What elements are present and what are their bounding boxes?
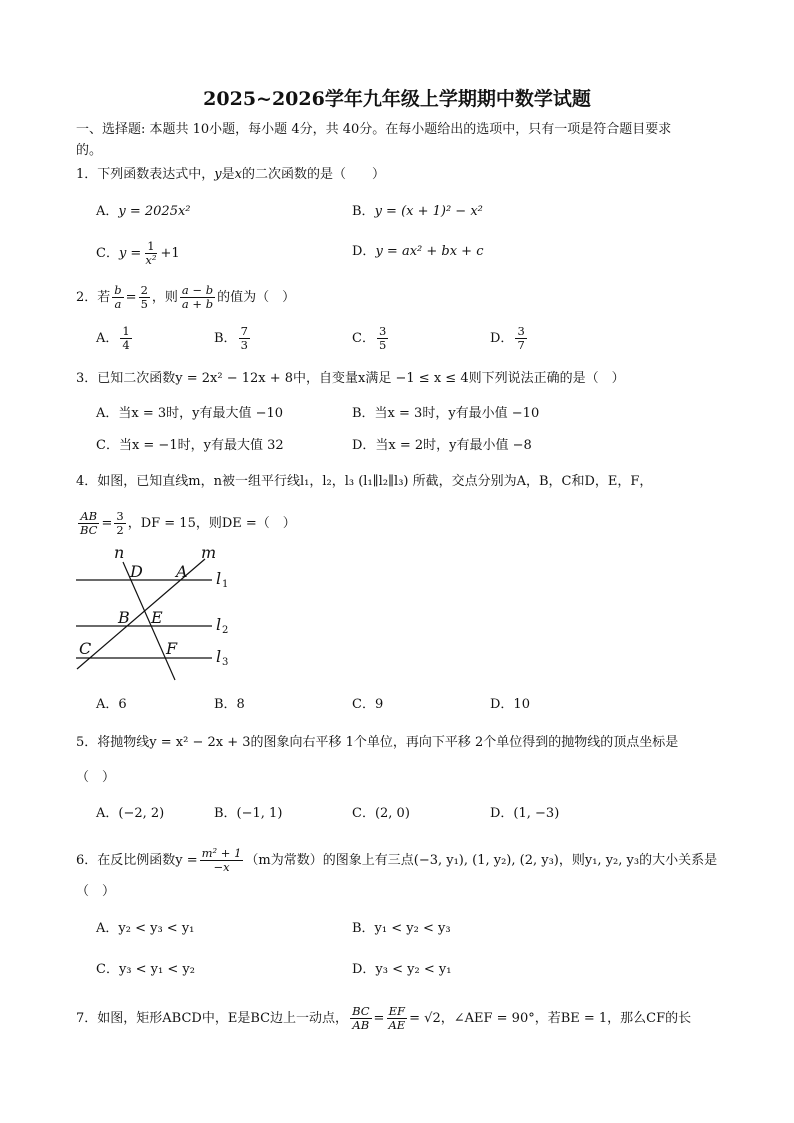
q2-option-d-label: D． xyxy=(490,331,514,346)
fraction-denominator: 5 xyxy=(378,338,387,352)
q4-fraction-ab-over-bc xyxy=(78,510,99,537)
q2-text-a: 2．若 xyxy=(76,290,111,305)
fraction-numerator: a − b xyxy=(181,283,214,297)
q2-option-c-label: C． xyxy=(352,331,375,346)
label-b: B xyxy=(118,608,130,627)
q6-option-d[interactable]: D．y₃ < y₂ < y₁ xyxy=(352,962,452,977)
q1-option-d-expr: y = ax² + bx + c xyxy=(375,244,484,259)
fraction-denominator: BC xyxy=(80,523,98,537)
question-4-condition xyxy=(76,510,296,537)
fraction-denominator: 4 xyxy=(122,338,130,352)
q6-option-b[interactable]: B．y₁ < y₂ < y₃ xyxy=(352,921,451,936)
q2-text-b: ，则 xyxy=(151,290,178,305)
q2-option-b[interactable] xyxy=(214,325,252,352)
question-5-stem: 5．将抛物线y = x² − 2x + 3的图象向右平移 1个单位，再向下平移 2个单位得到的抛物线的顶点坐标是 xyxy=(76,735,679,750)
fraction-numerator: 3 xyxy=(378,324,387,338)
q4-option-d[interactable]: D．10 xyxy=(490,697,530,712)
question-4-stem: 4．如图，已知直线m，n被一组平行线l₁，l₂，l₃ (l₁∥l₂∥l₃) 所截，交点分别为A，B，C和D，E，F， xyxy=(76,474,653,489)
q4-fraction-3-over-2 xyxy=(114,510,125,537)
fraction-numerator: m² + 1 xyxy=(201,846,242,860)
q5-option-c[interactable]: C．(2, 0) xyxy=(352,806,410,821)
q2-fraction-expr xyxy=(180,284,215,311)
q1-option-c-pre: y = xyxy=(118,246,142,261)
q1-option-c-fraction xyxy=(143,240,158,267)
fraction-denominator: −x xyxy=(213,860,230,874)
q1-option-c[interactable] xyxy=(96,240,180,267)
fraction-denominator: 3 xyxy=(240,338,248,352)
q4-tail: ，DF = 15，则DE =（ ） xyxy=(127,516,296,531)
q5-option-b[interactable]: B．(−1, 1) xyxy=(214,806,283,821)
q1-text-b: 是 xyxy=(221,167,235,182)
label-d: D xyxy=(130,562,143,581)
q2-option-a-fraction xyxy=(120,325,131,352)
q1-option-d-label: D． xyxy=(352,244,376,259)
fraction-numerator: AB xyxy=(80,509,98,523)
q2-option-d[interactable] xyxy=(490,325,529,352)
q3-option-d[interactable]: D．当x = 2时，y有最小值 −8 xyxy=(352,438,532,453)
label-f: F xyxy=(166,639,178,658)
fraction-denominator: 5 xyxy=(140,297,148,311)
q2-fraction-2-over-5 xyxy=(139,284,150,311)
page-title: 2025~2026学年九年级上学期期中数学试题 xyxy=(203,88,591,110)
question-7-stem xyxy=(76,1005,691,1032)
q4-option-c[interactable]: C．9 xyxy=(352,697,384,712)
q2-option-c[interactable] xyxy=(352,325,390,352)
q4-eq: = xyxy=(101,516,113,531)
q7-text-b: = √2，∠AEF = 90°，若BE = 1，那么CF的长 xyxy=(409,1011,692,1026)
q1-var-y: y xyxy=(214,167,222,182)
q1-option-b[interactable] xyxy=(352,203,483,221)
fraction-denominator: AB xyxy=(352,1018,370,1032)
q5-option-a[interactable]: A．(−2, 2) xyxy=(96,806,165,821)
label-l1: l xyxy=(216,569,222,588)
fraction-numerator: 3 xyxy=(116,509,124,523)
label-l3-sub: 3 xyxy=(222,657,229,668)
q1-option-a-expr: y = 2025x² xyxy=(118,204,191,219)
label-a: A xyxy=(176,562,188,581)
fraction-denominator: 7 xyxy=(517,338,525,352)
parallel-lines-figure xyxy=(70,542,240,687)
q1-text-c: 的二次函数的是（ ） xyxy=(242,167,386,182)
question-5-paren: （ ） xyxy=(76,770,116,785)
fraction-denominator: a + b xyxy=(181,297,214,311)
q5-option-d[interactable]: D．(1, −3) xyxy=(490,806,560,821)
question-6-paren: （ ） xyxy=(76,884,116,899)
q6-option-a[interactable]: A．y₂ < y₃ < y₁ xyxy=(96,921,195,936)
q1-option-c-post: +1 xyxy=(160,246,180,261)
fraction-numerator: 1 xyxy=(147,239,155,253)
q2-eq: = xyxy=(125,290,137,305)
label-n: n xyxy=(114,543,125,562)
fraction-numerator: 2 xyxy=(140,283,148,297)
section-instruction-line2: 的。 xyxy=(76,143,103,158)
question-3-stem: 3．已知二次函数y = 2x² − 12x + 8中，自变量x满足 −1 ≤ x ≤ 4则下列说法正确的是（ ） xyxy=(76,371,625,386)
q1-option-a-label: A． xyxy=(96,204,119,219)
q2-option-a-label: A． xyxy=(96,331,119,346)
label-l3: l xyxy=(216,647,222,666)
q1-option-a[interactable] xyxy=(96,203,191,221)
label-l2-sub: 2 xyxy=(222,625,229,636)
fraction-numerator: BC xyxy=(352,1004,370,1018)
q1-text-a: 1．下列函数表达式中， xyxy=(76,167,215,182)
q2-option-b-fraction xyxy=(239,325,250,352)
question-6-stem xyxy=(76,847,717,874)
q3-option-c[interactable]: C．当x = −1时，y有最大值 32 xyxy=(96,438,284,453)
q1-option-b-label: B． xyxy=(352,204,375,219)
fraction-denominator: x² xyxy=(145,253,157,267)
q6-option-c[interactable]: C．y₃ < y₁ < y₂ xyxy=(96,962,195,977)
q1-option-c-label: C． xyxy=(96,246,119,261)
q2-option-c-fraction xyxy=(377,325,388,352)
question-2-stem xyxy=(76,284,295,311)
q1-var-x: x xyxy=(234,167,242,182)
label-c: C xyxy=(79,639,92,658)
question-1-stem xyxy=(76,166,385,184)
fraction-denominator: AE xyxy=(388,1018,406,1032)
q6-text-b: （m为常数）的图象上有三点(−3, y₁), (1, y₂), (2, y₃)，则y₁, y₂, y₃的大小关系是 xyxy=(245,853,718,868)
fraction-numerator: 7 xyxy=(240,324,248,338)
q7-fraction-bc-over-ab xyxy=(350,1005,371,1032)
fraction-numerator: 3 xyxy=(517,324,525,338)
q2-option-d-fraction xyxy=(515,325,526,352)
q2-fraction-b-over-a xyxy=(112,284,123,311)
q6-text-a: 6．在反比例函数y = xyxy=(76,853,198,868)
section-instruction-line1: 一、选择题: 本题共 10小题，每小题 4分，共 40分。在每小题给出的选项中，只有一项是符合题目要求 xyxy=(76,122,672,137)
q3-option-b[interactable]: B．当x = 3时，y有最小值 −10 xyxy=(352,406,540,421)
q1-option-b-expr: y = (x + 1)² − x² xyxy=(374,204,483,219)
label-l2: l xyxy=(216,615,222,634)
q4-option-a[interactable]: A．6 xyxy=(96,697,127,712)
q2-text-c: 的值为（ ） xyxy=(217,290,296,305)
q1-option-d[interactable] xyxy=(352,243,483,261)
label-l1-sub: 1 xyxy=(222,579,229,590)
fraction-numerator: b xyxy=(114,283,122,297)
label-m: m xyxy=(201,543,217,562)
fraction-numerator: 1 xyxy=(122,324,130,338)
q7-text-a: 7．如图，矩形ABCD中，E是BC边上一动点， xyxy=(76,1011,349,1026)
fraction-denominator: a xyxy=(114,297,122,311)
fraction-numerator: EF xyxy=(388,1004,405,1018)
q7-fraction-ef-over-ae xyxy=(386,1005,407,1032)
q2-option-a[interactable] xyxy=(96,325,134,352)
q4-option-b[interactable]: B．8 xyxy=(214,697,245,712)
fraction-denominator: 2 xyxy=(116,523,124,537)
q6-fraction xyxy=(200,847,244,874)
q3-option-a[interactable]: A．当x = 3时，y有最大值 −10 xyxy=(96,406,284,421)
q7-eq: = xyxy=(373,1011,385,1026)
q2-option-b-label: B． xyxy=(214,331,237,346)
label-e: E xyxy=(151,608,163,627)
